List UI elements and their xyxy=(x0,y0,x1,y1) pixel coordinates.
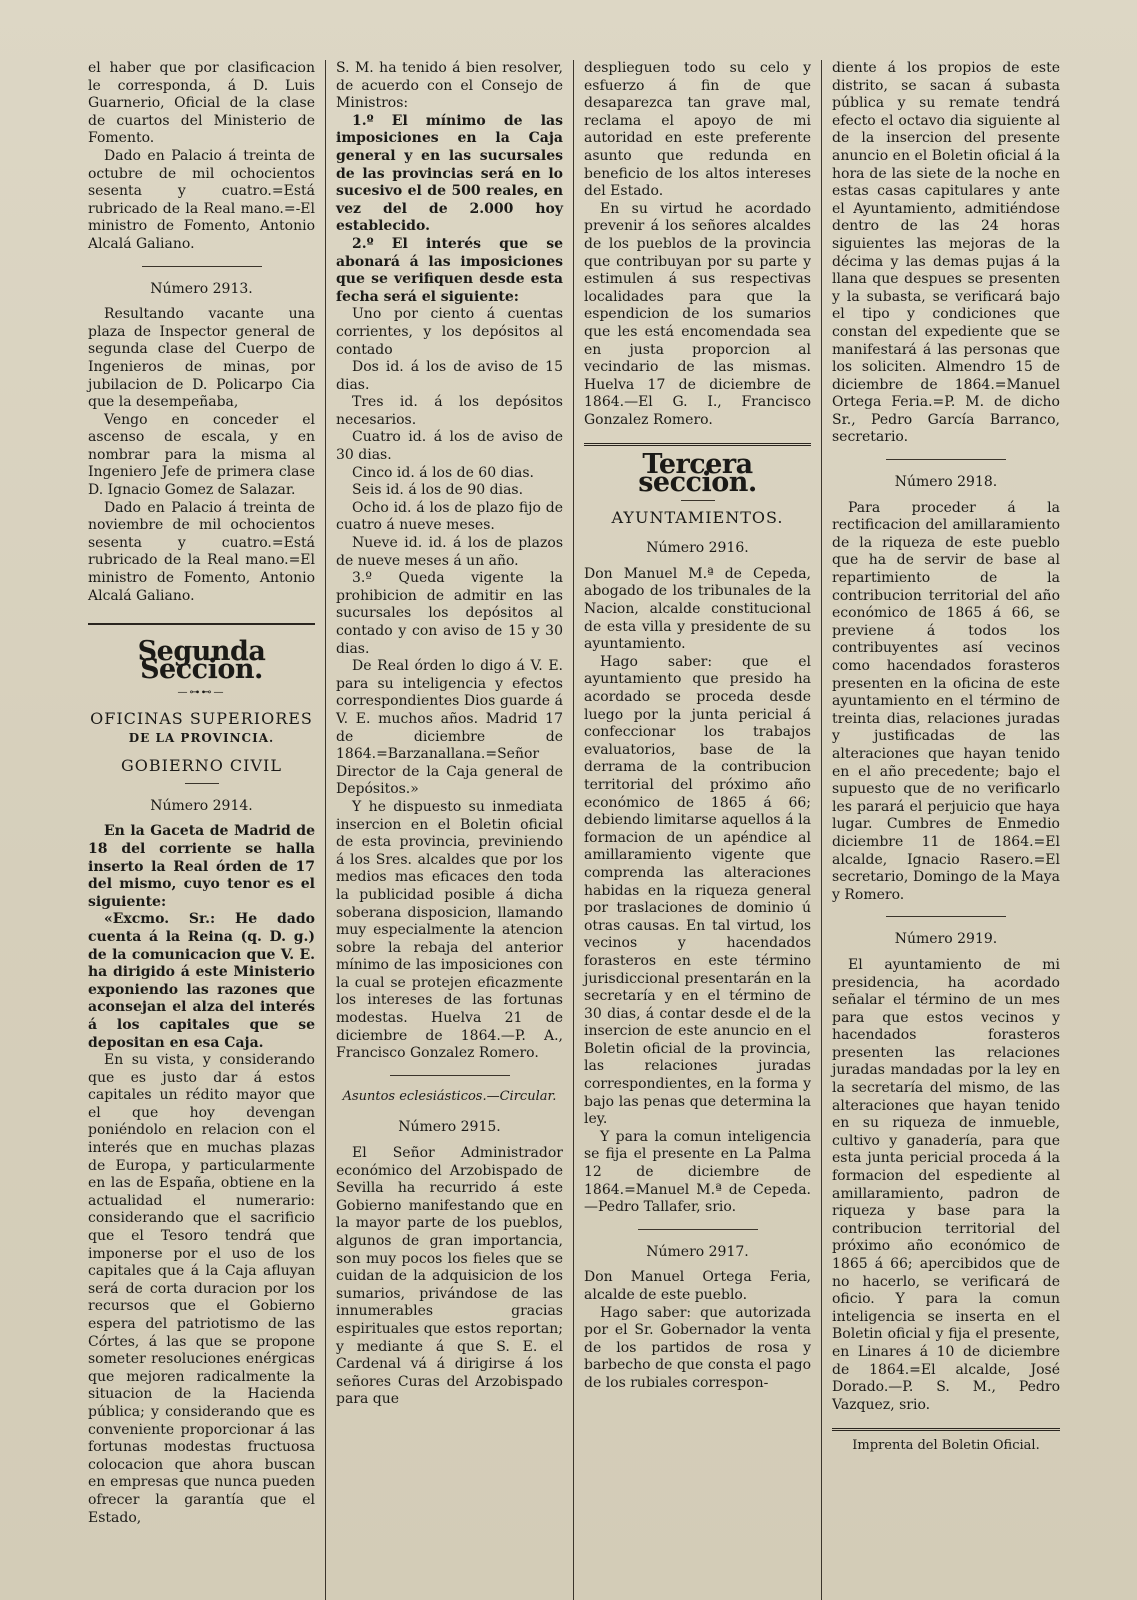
divider xyxy=(886,459,1006,460)
subheading: AYUNTAMIENTOS. xyxy=(611,507,784,527)
paragraph: Y he dispuesto su inmediata insercion en el Boletin oficial de esta provincia, previniendo á los Sres. alcaldes que por los medios mas eficaces den toda la publicidad posible á dicha soberana disposicion, llamando muy especialmente la atencion sobre la rebaja del anterior mínimo de las imposiciones con la cual se protejen eficazmente los intereses de las fortunas modestas. Huelva 21 de diciembre de 1864.—P. A., Francisco Gonzalez Romero. xyxy=(336,798,563,1062)
paragraph: Nueve id. id. á los de plazos de nueve meses á un año. xyxy=(336,535,563,569)
paragraph: «Excmo. Sr.: He dado cuenta á la Reina (q. D. g.) de la comunicacion que V. E. ha dirigido á este Ministerio exponiendo las razones que aconsejan el alza del interés á los capitales que se depositan en esa Caja. xyxy=(88,911,315,1051)
paragraph: Para proceder á la rectificacion del amillaramiento de la riqueza de este pueblo que ha de servir de base al repartimiento de la contribucion territorial del año económico de 1865 á 66, se previene á todos los contribuyentes así vecinos como hacendados forasteros presenten en la oficina de este ayuntamiento en el término de treinta dias, relaciones juradas y justificadas de las alteraciones que hayan tenido en el año precedente; bajo el supuesto que de no verificarlo les parará el perjuicio que haya lugar. Cumbres de Enmedio diciembre 11 de 1864.=El alcalde, Ignacio Rasero.=El secretario, Domingo de la Maya y Romero. xyxy=(832,499,1060,903)
imprint-line: Imprenta del Boletin Oficial. xyxy=(852,1438,1040,1454)
paragraph: El ayuntamiento de mi presidencia, ha acordado señalar el término de un mes para que estos vecinos y hacendados forasteros presenten las relaciones juradas mandadas por la ley en la secretaría del mismo, de las alteraciones que hayan tenido en su riqueza de inmueble, cultivo y ganadería, para que esta junta pericial proceda á la formacion del espediente al amillaramiento, padron de riqueza y base para la contribucion territorial del próximo año económico de 1865 á 66; apercibidos que de no hacerlo, se verificará de oficio. Y para la comun inteligencia se inserta en el Boletin oficial y fija el presente, en Linares á 10 de diciembre de 1864.=El alcalde, José Dorado.—P. S. M., Pedro Vazquez, srio. xyxy=(832,956,1060,1413)
subheading: GOBIERNO CIVIL xyxy=(121,756,282,776)
notice-number: Número 2918. xyxy=(894,474,998,491)
divider xyxy=(638,1229,758,1230)
column-1 xyxy=(78,60,326,1600)
paragraph: 1.º El mínimo de las imposiciones en la Caja general y en las sucursales de las provincias será en lo sucesivo el de 500 reales, en vez del de 2.000 hoy establecido. xyxy=(336,112,563,235)
paragraph: Dado en Palacio á treinta de octubre de mil ochocientos sesenta y cuatro.=Está rubricado de la Real mano.=-El ministro de Fomento, Antonio Alcalá Galiano. xyxy=(88,147,315,252)
divider xyxy=(584,443,811,446)
paragraph: Resultando vacante una plaza de Inspector general de segunda clase del Cuerpo de Ingenieros de minas, por jubilacion de D. Policarpo Cia que la desempeñaba, xyxy=(88,306,315,411)
notice-number: Número 2914. xyxy=(150,797,253,814)
column-2 xyxy=(326,60,574,1600)
columns xyxy=(78,60,1087,1600)
paragraph: En su virtud he acordado prevenir á los señores alcaldes de los pueblos de la provincia que contribuyan por su parte y estimulen á sus respectivas localidades para que la espendicion de los sumarios que les está encomendada sea en justa proporcion al vecindario de las mismas. Huelva 17 de diciembre de 1864.—El G. I., Francisco Gonzalez Romero. xyxy=(584,200,811,428)
paragraph: Y para la comun inteligencia se fija el presente en La Palma 12 de diciembre de 1864.=Manuel M.ª de Cepeda.—Pedro Tallafer, srio. xyxy=(584,1128,811,1216)
divider xyxy=(88,623,315,625)
divider xyxy=(142,266,262,267)
paragraph: Cuatro id. á los de aviso de 30 dias. xyxy=(336,429,563,464)
section-title: Segunda Seccion. xyxy=(137,636,266,685)
subheading: DE LA PROVINCIA. xyxy=(128,730,275,745)
section-title: Tercera seccion. xyxy=(638,449,757,499)
paragraph: S. M. ha tenido á bien resolver, de acuerdo con el Consejo de Ministros: xyxy=(336,60,563,112)
paragraph: Hago saber: que el ayuntamiento que presido ha acordado se proceda desde luego por la junta pericial á confeccionar los trabajos evaluatorios, base de la derrama de la contribucion territorial del próximo año económico de 1865 á 66; debiendo limitarse aquellos á la formacion de un apéndice al amillaramiento vigente que comprenda las alteraciones habidas en la riqueza general por traslaciones de dominio ú otras causas. En tal virtud, los vecinos y hacendados forasteros en este término jurisdiccional presentarán en la secretaría y en el término de 30 dias, á contar desde el de la insercion de este anuncio en el Boletin oficial de la provincia, las relaciones juradas correspondientes, en la forma y bajo las penas que determina la ley. xyxy=(584,653,811,1128)
paragraph: Don Manuel M.ª de Cepeda, abogado de los tribunales de la Nacion, alcalde constitucional de esta villa y presidente de su ayuntamiento. xyxy=(584,565,811,653)
paragraph: En la Gaceta de Madrid de 18 del corriente se halla inserto la Real órden de 17 del mismo, cuyo tenor es el siguiente: xyxy=(88,823,315,910)
paragraph: el haber que por clasificacion le corresponda, á D. Luis Guarnerio, Oficial de la clase de cuartos del Ministerio de Fomento. xyxy=(88,60,315,147)
paragraph: Ocho id. á los de plazo fijo de cuatro á nueve meses. xyxy=(336,499,563,534)
divider xyxy=(185,783,219,784)
notice-number: Número 2913. xyxy=(150,280,253,297)
paragraph: Tres id. á los depósitos necesarios. xyxy=(336,394,563,428)
paragraph: Dado en Palacio á treinta de noviembre de mil ochocientos sesenta y cuatro.=Está rubricado de la Real mano.=El ministro de Fomento, Antonio Alcalá Galiano. xyxy=(88,499,315,604)
paragraph: Hago saber: que autorizada por el Sr. Gobernador la venta de los partidos de rosa y barbecho de que consta el pago de los rubiales correspon- xyxy=(584,1304,811,1391)
notice-number: Número 2917. xyxy=(646,1243,749,1260)
paragraph: Vengo en conceder el ascenso de escala, y en nombrar para la misma al Ingeniero Jefe de primera clase D. Ignacio Gomez de Salazar. xyxy=(88,411,315,499)
rubric: Asuntos eclesiásticos.—Circular. xyxy=(342,1088,557,1104)
paragraph: Seis id. á los de 90 dias. xyxy=(352,482,524,499)
column-3 xyxy=(574,60,822,1600)
paragraph: De Real órden lo digo á V. E. para su inteligencia y efectos correspondientes Dios guarde á V. E. muchos años. Madrid 17 de diciembre de 1864.=Barzanallana.=Señor Director de la Caja general de Depósitos.» xyxy=(336,658,563,798)
divider xyxy=(390,1075,510,1076)
paragraph: diente á los propios de este distrito, se sacan á subasta pública y su remate tendrá efecto el octavo dia siguiente al de la insercion del presente anuncio en el Boletin oficial á la hora de las siete de la noche en estas casas capitulares y ante el Ayuntamiento, admitiéndose dentro de las 24 horas siguientes las mejoras de la décima y las demas pujas á la llana que despues se presenten y la subasta, se verificará bajo el tipo y condiciones que constan del expediente que se manifestará á las personas que los soliciten. Almendro 15 de diciembre de 1864.=Manuel Ortega Feria.=P. M. de dicho Sr., Pedro García Barranco, secretario. xyxy=(832,60,1060,446)
paragraph: desplieguen todo su celo y esfuerzo á fin de que desaparezca tan grave mal, reclama el apoyo de mi autoridad en este preferente asunto que redunda en beneficio de los altos intereses del Estado. xyxy=(584,60,811,200)
paragraph: En su vista, y considerando que es justo dar á estos capitales un rédito mayor que el que hoy devengan poniéndolo en relacion con el interés que en muchas plazas de Europa, y particularmente en las de España, obtiene en la actualidad el numerario: considerando que el sacrificio que el Tesoro tendrá que imponerse por el uso de los capitales que á la Caja afluyan será de corta duracion por los recursos que el Gobierno espera del patriotismo de las Córtes, á las que se propone someter resoluciones enérgicas que mejoren radicalmente la situacion de la Hacienda pública; y considerando que es conveniente proporcionar á las fortunas modestas fructuosa colocacion que ahora buscan en empresas que nunca pueden ofrecer la garantía que el Estado, xyxy=(88,1052,315,1526)
paragraph: 3.º Queda vigente la prohibicion de admitir en las sucursales los depósitos al contado y con aviso de 15 y 30 dias. xyxy=(336,570,563,657)
divider xyxy=(681,500,715,501)
paragraph: 2.º El interés que se abonará á las imposiciones que se verifiquen desde esta fecha será el siguiente: xyxy=(336,235,563,305)
notice-number: Número 2916. xyxy=(646,540,749,557)
paragraph: Don Manuel Ortega Feria, alcalde de este pueblo. xyxy=(584,1269,811,1303)
paragraph: Dos id. á los de aviso de 15 dias. xyxy=(336,359,563,393)
subheading: OFICINAS SUPERIORES xyxy=(90,709,313,728)
paragraph: Uno por ciento á cuentas corrientes, y los depósitos al contado xyxy=(336,306,563,358)
ornament: —⊶⊷— xyxy=(177,687,226,699)
divider xyxy=(832,1428,1060,1431)
notice-number: Número 2919. xyxy=(894,931,998,948)
paragraph: El Señor Administrador económico del Arzobispado de Sevilla ha recurrido á este Gobierno manifestando que en la mayor parte de los pueblos, algunos de gran importancia, son muy pocos los fieles que se cuidan de la adquisicion de los sumarios, privándose de las innumerables gracias espirituales que estos reportan; y mediante á que S. E. el Cardenal vá á dirigirse á los señores Curas del Arzobispado para que xyxy=(336,1145,563,1408)
divider xyxy=(886,916,1006,917)
paragraph: Cinco id. á los de 60 dias. xyxy=(352,464,534,481)
notice-number: Número 2915. xyxy=(398,1119,501,1136)
column-4 xyxy=(822,60,1070,1600)
